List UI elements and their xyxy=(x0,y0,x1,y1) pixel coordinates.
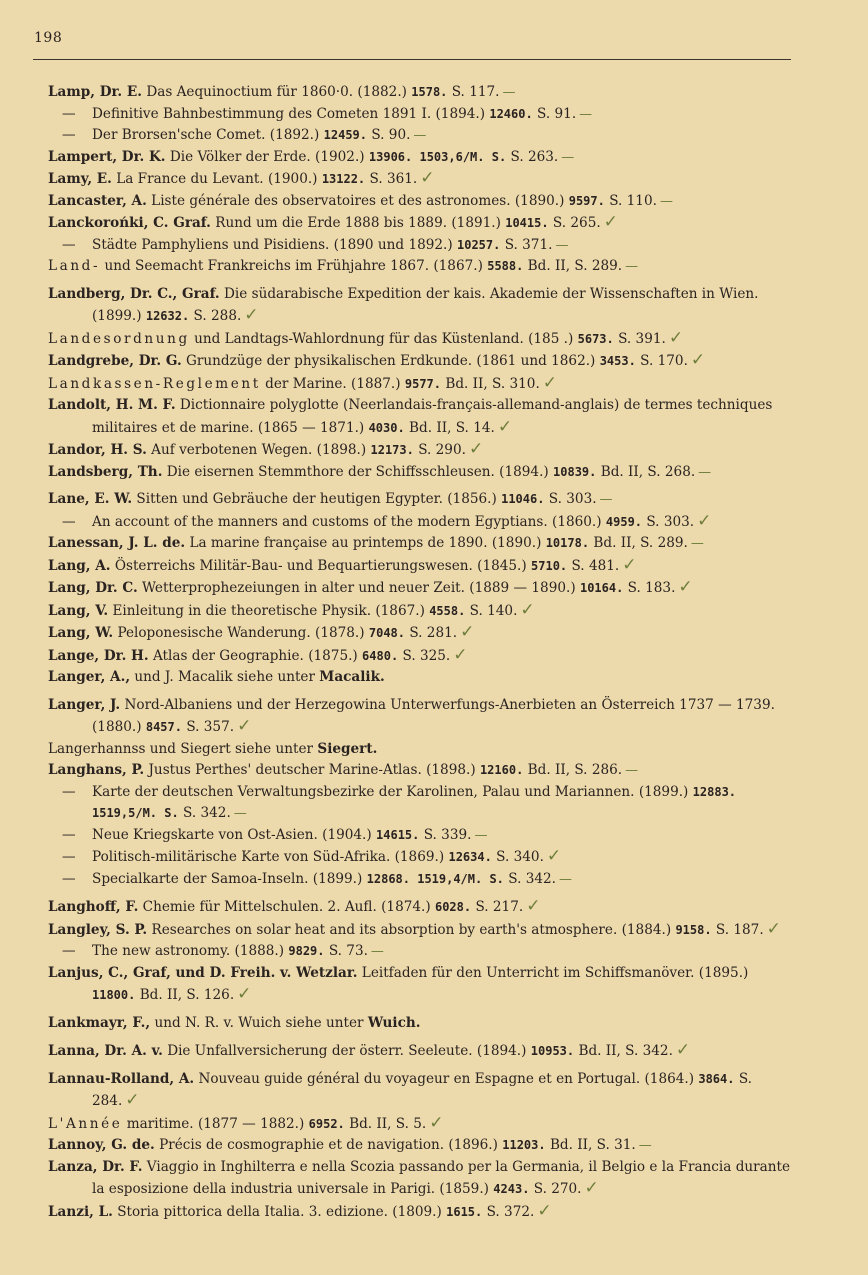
entry-title: Der Brorsen'sche Comet. (1892.) xyxy=(92,127,320,143)
entry-accession-number: 7048. xyxy=(368,626,405,640)
catalog-entry xyxy=(48,350,796,373)
entry-heading: L'Année xyxy=(48,1115,123,1132)
entry-location: S. 288. xyxy=(193,308,242,324)
entry-reference: Siegert. xyxy=(317,740,378,757)
entry-author: Landsberg, Th. xyxy=(48,463,163,480)
catalog-entry xyxy=(48,622,796,645)
entry-title: Nouveau guide général du voyageur en Espagne et en Portugal. (1864.) xyxy=(198,1070,695,1087)
catalog-entry xyxy=(48,256,796,278)
catalog-entry xyxy=(48,212,796,235)
entry-title: Die südarabische Expedition der kais. Akademie der Wissenschaften in Wien. (1899.) xyxy=(92,285,759,324)
entry-author: Landor, H. S. xyxy=(48,442,147,458)
catalog-entry xyxy=(48,328,796,351)
entry-title: Leitfaden für den Unterricht im Schiffsmanöver. (1895.) xyxy=(361,964,749,981)
entry-title: maritime. (1877 — 1882.) xyxy=(126,1115,305,1132)
entry-heading: Langerhannss xyxy=(48,740,146,757)
entry-accession-number: 12173. xyxy=(370,443,414,457)
entry-accession-number: 6952. xyxy=(308,1116,345,1131)
entry-location: Bd. II, S. 289. xyxy=(593,535,688,551)
entry-reference: Wuich. xyxy=(367,1014,421,1031)
entry-accession-number: 10953. xyxy=(530,1044,575,1058)
entry-heading: Landesordnung xyxy=(48,330,190,347)
entry-location: S. 372. xyxy=(486,1203,535,1220)
entry-location: S. 284. xyxy=(92,1070,752,1109)
entry-accession-number: 13122. xyxy=(321,172,366,186)
entry-title: Politisch-militärische Karte von Süd-Afrika. (1869.) xyxy=(92,849,445,865)
entry-location: S. 325. xyxy=(402,647,451,664)
catalog-entry xyxy=(48,1113,796,1136)
catalog-entry xyxy=(48,1069,796,1113)
entry-author: Lang, V. xyxy=(48,602,109,619)
entry-author: Lange, Dr. H. xyxy=(48,647,149,664)
catalog-entry xyxy=(48,489,796,511)
entry-author: Lancaster, A. xyxy=(48,192,147,209)
catalog-entry xyxy=(48,511,796,534)
entry-accession-number: 13906. 1503,6/M. S. xyxy=(368,149,507,164)
entry-author: Lang, A. xyxy=(48,557,111,574)
entry-title: Einleitung in die theoretische Physik. (1867.) xyxy=(112,602,425,619)
ditto-dash: — xyxy=(62,127,76,143)
entry-author: Landgrebe, Dr. G. xyxy=(48,353,182,369)
entry-author: Lanjus, C., Graf, und D. Freih. v. Wetzlar. xyxy=(48,964,358,981)
entry-accession-number: 6480. xyxy=(362,648,399,663)
catalog-entry xyxy=(48,1013,796,1035)
catalog-entry xyxy=(48,1135,796,1157)
entry-location: S. 340. xyxy=(496,849,544,865)
entry-location: Bd. II, S. 286. xyxy=(527,762,623,778)
entry-accession-number: 9829. xyxy=(288,944,325,958)
catalog-entry xyxy=(48,82,796,104)
ditto-dash: — xyxy=(62,105,76,122)
dash-mark-icon: — xyxy=(370,944,384,959)
entry-location: S. 303. xyxy=(548,491,597,507)
entry-title: Peloponesische Wanderung. (1878.) xyxy=(117,625,365,641)
entry-author: Langer, J. xyxy=(48,696,121,713)
catalog-entry xyxy=(48,191,796,213)
entry-location: S. 481. xyxy=(571,557,620,574)
entry-author: Lankmayr, F., xyxy=(48,1014,151,1031)
catalog-entry xyxy=(48,235,796,257)
catalog-entry xyxy=(48,919,796,942)
entry-accession-number: 9158. xyxy=(675,922,712,937)
entry-accession-number: 5588. xyxy=(487,259,524,273)
entry-accession-number: 9597. xyxy=(568,193,605,208)
catalog-entry xyxy=(48,104,796,126)
checkmark-icon: ✓ xyxy=(460,622,475,642)
dash-mark-icon: — xyxy=(579,106,593,122)
entry-accession-number: 12459. xyxy=(323,128,367,142)
entry-accession-number: 11046. xyxy=(501,492,545,506)
entry-title: Specialkarte der Samoa-Inseln. (1899.) xyxy=(92,870,363,887)
entry-location: S. 391. xyxy=(618,330,666,347)
ditto-dash: — xyxy=(62,826,76,843)
entry-location: S. 371. xyxy=(504,236,553,253)
entry-accession-number: 9577. xyxy=(404,376,441,391)
catalog-entry xyxy=(48,1040,796,1063)
catalog-entry xyxy=(48,462,796,484)
catalog-entry xyxy=(48,147,796,169)
checkmark-icon: ✓ xyxy=(453,644,468,665)
dash-mark-icon: — xyxy=(561,149,575,165)
entry-location: S. 263. xyxy=(510,148,559,165)
entry-title: Sitten und Gebräuche der heutigen Egypter. (1856.) xyxy=(136,491,497,507)
entry-accession-number: 4243. xyxy=(493,1182,530,1196)
entry-title: An account of the manners and customs of the modern Egyptians. (1860.) xyxy=(92,513,602,530)
catalog-entry xyxy=(48,846,796,869)
entry-location: S. 361. xyxy=(369,171,418,187)
entry-title: und Landtags-Wahlordnung für das Küstenland. (185 .) xyxy=(194,330,574,347)
entry-author: Lang, Dr. C. xyxy=(48,580,138,596)
entry-author: Langhoff, F. xyxy=(48,899,139,915)
entry-accession-number: 10164. xyxy=(579,581,624,595)
entry-accession-number: 3453. xyxy=(599,354,636,368)
catalog-entry xyxy=(48,555,796,578)
checkmark-icon: ✓ xyxy=(766,918,781,939)
entry-location: S. 217. xyxy=(475,899,524,915)
ditto-dash: — xyxy=(62,236,76,253)
entry-title: Die Völker der Erde. (1902.) xyxy=(169,148,365,165)
catalog-entry xyxy=(48,667,796,689)
catalog-entry xyxy=(48,963,796,1007)
entry-location: S. 265. xyxy=(552,215,601,231)
checkmark-icon: ✓ xyxy=(622,554,637,575)
dash-mark-icon: — xyxy=(599,492,613,507)
entry-accession-number: 4959. xyxy=(605,514,643,529)
dash-mark-icon: — xyxy=(638,1138,652,1153)
checkmark-icon: ✓ xyxy=(678,577,693,597)
entry-author: Lanna, Dr. A. v. xyxy=(48,1043,163,1059)
entry-accession-number: 5673. xyxy=(577,331,614,346)
catalog-entry xyxy=(48,1201,796,1224)
entry-author: Lannoy, G. de. xyxy=(48,1137,155,1153)
entry-accession-number: 10839. xyxy=(553,464,597,479)
entry-title: und Siegert siehe unter xyxy=(149,740,314,757)
entry-author: Lanckorońki, C. Graf. xyxy=(48,215,211,231)
entry-author: Landolt, H. M. F. xyxy=(48,397,176,413)
entry-title: und J. Macalik siehe unter xyxy=(134,669,315,685)
entry-author: Lampert, Dr. K. xyxy=(48,148,166,165)
entry-title: Die Unfallversicherung der österr. Seeleute. (1894.) xyxy=(167,1043,527,1059)
entry-author: Lanza, Dr. F. xyxy=(48,1158,143,1175)
entry-reference: Macalik. xyxy=(319,669,385,685)
catalog-entry xyxy=(48,577,796,600)
entry-author: Lannau-Rolland, A. xyxy=(48,1070,195,1087)
entry-accession-number: 14615. xyxy=(376,827,420,842)
entry-author: Langley, S. P. xyxy=(48,921,148,938)
entry-title: Die eisernen Stemmthore der Schiffsschleusen. (1894.) xyxy=(166,463,549,480)
checkmark-icon: ✓ xyxy=(420,168,435,188)
entry-accession-number: 12632. xyxy=(145,309,190,323)
entry-author: Lane, E. W. xyxy=(48,491,133,507)
entry-accession-number: 11800. xyxy=(92,988,136,1002)
dash-mark-icon: — xyxy=(625,259,639,274)
entry-title: Wetterprophezeiungen in alter und neuer Zeit. (1889 — 1890.) xyxy=(142,580,576,596)
checkmark-icon: ✓ xyxy=(584,1178,599,1198)
checkmark-icon: ✓ xyxy=(520,599,535,620)
entry-title: Städte Pamphyliens und Pisidiens. (1890 und 1892.) xyxy=(92,236,453,253)
entry-author: Landberg, Dr. C., Graf. xyxy=(48,285,220,302)
dash-mark-icon: — xyxy=(559,871,572,887)
entry-title: Dictionnaire polyglotte (Neerlandais-français-allemand-anglais) de termes techniques militaires et de marine. (1865 — 1871.) xyxy=(92,397,773,436)
entry-location: S. 140. xyxy=(469,602,518,619)
catalog-entry xyxy=(48,896,796,919)
catalog-entry xyxy=(48,1157,796,1201)
catalog-entry xyxy=(48,373,796,396)
entry-location: S. 281. xyxy=(409,625,458,641)
entry-location: S. 110. xyxy=(609,192,657,209)
entry-location: S. 357. xyxy=(186,719,235,735)
dash-mark-icon: — xyxy=(474,827,488,843)
entry-accession-number: 12883. 1519,5/M. S. xyxy=(92,784,737,820)
entry-location: S. 91. xyxy=(537,105,577,122)
entry-location: S. 270. xyxy=(533,1181,582,1197)
entry-accession-number: 12634. xyxy=(448,850,492,864)
dash-mark-icon: — xyxy=(413,128,427,143)
entry-location: S. 339. xyxy=(423,826,472,843)
entry-accession-number: 6028. xyxy=(434,900,472,914)
entry-location: S. 303. xyxy=(646,513,695,530)
entry-author: Lanessan, J. L. de. xyxy=(48,535,186,551)
dash-mark-icon: — xyxy=(555,237,569,253)
entry-accession-number: 12868. 1519,4/M. S. xyxy=(366,871,504,886)
entry-author: Lang, W. xyxy=(48,625,114,641)
entry-title: Grundzüge der physikalischen Erdkunde. (1861 und 1862.) xyxy=(186,353,596,369)
checkmark-icon: ✓ xyxy=(237,716,252,736)
entry-accession-number: 8457. xyxy=(145,720,182,734)
checkmark-icon: ✓ xyxy=(429,1112,444,1133)
entry-location: Bd. II, S. 310. xyxy=(445,375,540,392)
entry-location: S. 290. xyxy=(418,442,466,458)
dash-mark-icon: — xyxy=(233,806,247,821)
catalog-entry xyxy=(48,695,796,739)
entry-accession-number: 10257. xyxy=(457,237,501,252)
entry-accession-number: 3864. xyxy=(698,1071,735,1086)
dash-mark-icon: — xyxy=(698,464,712,480)
catalog-entry xyxy=(48,284,796,328)
entry-location: Bd. II, S. 31. xyxy=(549,1137,636,1153)
catalog-entry xyxy=(48,533,796,555)
entry-accession-number: 11203. xyxy=(502,1138,546,1152)
checkmark-icon: ✓ xyxy=(244,305,259,325)
catalog-entry xyxy=(48,168,796,191)
entry-location: S. 342. xyxy=(183,805,231,821)
checkmark-icon: ✓ xyxy=(526,896,541,916)
catalog-entries xyxy=(48,82,796,1223)
entry-location: S. 73. xyxy=(328,943,368,959)
entry-location: S. 170. xyxy=(640,353,688,369)
entry-accession-number: 5710. xyxy=(531,558,568,573)
entry-title: Justus Perthes' deutscher Marine-Atlas. (1898.) xyxy=(148,762,476,778)
header-rule xyxy=(33,59,791,60)
checkmark-icon: ✓ xyxy=(537,1200,552,1221)
entry-title: La France du Levant. (1900.) xyxy=(116,171,318,187)
entry-accession-number: 10178. xyxy=(545,536,590,550)
entry-title: Atlas der Geographie. (1875.) xyxy=(152,647,358,664)
entry-title: Neue Kriegskarte von Ost-Asien. (1904.) xyxy=(92,826,372,843)
entry-accession-number: 12460. xyxy=(489,106,533,121)
catalog-entry xyxy=(48,439,796,462)
catalog-entry xyxy=(48,600,796,623)
checkmark-icon: ✓ xyxy=(675,1040,691,1060)
page-number: 198 xyxy=(34,30,63,46)
dash-mark-icon: — xyxy=(502,85,516,100)
entry-author: Lamp, Dr. E. xyxy=(48,84,142,100)
entry-title: La marine française au printemps de 1890. (1890.) xyxy=(189,535,542,551)
catalog-entry xyxy=(48,782,796,825)
entry-title: Rund um die Erde 1888 bis 1889. (1891.) xyxy=(215,215,501,231)
entry-accession-number: 4558. xyxy=(429,603,466,618)
entry-accession-number: 1578. xyxy=(411,85,448,99)
dash-mark-icon: — xyxy=(690,536,704,551)
entry-author: Lamy, E. xyxy=(48,171,112,187)
catalog-entry xyxy=(48,760,796,782)
entry-location: S. 90. xyxy=(371,127,411,143)
checkmark-icon: ✓ xyxy=(668,327,684,348)
dash-mark-icon: — xyxy=(659,193,673,209)
entry-title: Chemie für Mittelschulen. 2. Aufl. (1874.) xyxy=(142,899,431,915)
entry-author: Lanzi, L. xyxy=(48,1203,113,1220)
entry-title: Researches on solar heat and its absorption by earth's atmosphere. (1884.) xyxy=(151,921,672,938)
checkmark-icon: ✓ xyxy=(237,984,252,1004)
entry-title: Viaggio in Inghilterra e nella Scozia passando per la Germania, il Belgio e la Francia durante la esposizione della industria universale in Parigi. (1859.) xyxy=(92,1158,791,1197)
entry-title: Précis de cosmographie et de navigation. (1896.) xyxy=(159,1137,498,1153)
entry-title: The new astronomy. (1888.) xyxy=(92,943,285,959)
checkmark-icon: ✓ xyxy=(468,439,484,459)
ditto-dash: — xyxy=(62,783,76,800)
entry-title: Das Aequinoctium für 1860·0. (1882.) xyxy=(146,84,407,100)
ditto-dash: — xyxy=(62,943,76,959)
entry-title: der Marine. (1887.) xyxy=(265,375,401,392)
entry-title: Definitive Bahnbestimmung des Cometen 1891 I. (1894.) xyxy=(92,105,486,122)
ditto-dash: — xyxy=(62,849,76,865)
ditto-dash: — xyxy=(62,513,76,530)
entry-title: Storia pittorica della Italia. 3. edizione. (1809.) xyxy=(117,1203,442,1220)
entry-location: S. 117. xyxy=(451,84,500,100)
entry-title: Liste générale des observatoires et des astronomes. (1890.) xyxy=(151,192,565,209)
checkmark-icon: ✓ xyxy=(690,350,706,370)
checkmark-icon: ✓ xyxy=(125,1090,140,1110)
entry-heading: Land- xyxy=(48,258,101,274)
entry-title: und Seemacht Frankreichs im Frühjahre 1867. (1867.) xyxy=(104,258,483,274)
entry-location: Bd. II, S. 126. xyxy=(139,987,235,1003)
entry-location: S. 183. xyxy=(627,580,676,596)
checkmark-icon: ✓ xyxy=(546,846,562,866)
ditto-dash: — xyxy=(62,870,76,887)
entry-accession-number: 10415. xyxy=(505,216,549,230)
entry-location: Bd. II, S. 14. xyxy=(409,419,495,436)
checkmark-icon: ✓ xyxy=(603,212,618,232)
catalog-entry xyxy=(48,941,796,963)
entry-title: Karte der deutschen Verwaltungsbezirke der Karolinen, Palau und Mariannen. (1899.) xyxy=(92,783,689,800)
entry-author: Langhans, P. xyxy=(48,762,145,778)
catalog-entry xyxy=(48,395,796,439)
entry-title: Auf verbotenen Wegen. (1898.) xyxy=(151,442,367,458)
entry-location: S. 342. xyxy=(508,870,556,887)
catalog-entry xyxy=(48,869,796,891)
entry-title: Nord-Albaniens und der Herzegowina Unterwerfungs-Anerbieten an Österreich 1737 — 1739. (1880.) xyxy=(92,696,775,735)
entry-title: Österreichs Militär-Bau- und Bequartierungswesen. (1845.) xyxy=(114,557,527,574)
entry-author: Langer, A., xyxy=(48,669,131,685)
entry-location: Bd. II, S. 289. xyxy=(527,258,623,274)
catalog-entry xyxy=(48,125,796,147)
entry-accession-number: 12160. xyxy=(479,763,524,777)
catalog-entry xyxy=(48,645,796,668)
entry-location: Bd. II, S. 268. xyxy=(600,463,696,480)
entry-accession-number: 1615. xyxy=(446,1204,483,1219)
checkmark-icon: ✓ xyxy=(697,510,712,531)
catalog-entry xyxy=(48,739,796,761)
entry-location: Bd. II, S. 342. xyxy=(578,1043,673,1059)
entry-accession-number: 4030. xyxy=(368,420,405,435)
dash-mark-icon: — xyxy=(625,763,639,778)
checkmark-icon: ✓ xyxy=(542,372,558,393)
checkmark-icon: ✓ xyxy=(497,416,513,437)
entry-title: und N. R. v. Wuich siehe unter xyxy=(154,1014,364,1031)
entry-location: S. 187. xyxy=(715,921,764,938)
entry-location: Bd. II, S. 5. xyxy=(349,1115,427,1132)
entry-heading: Landkassen-Reglement xyxy=(48,375,261,392)
catalog-entry xyxy=(48,825,796,847)
